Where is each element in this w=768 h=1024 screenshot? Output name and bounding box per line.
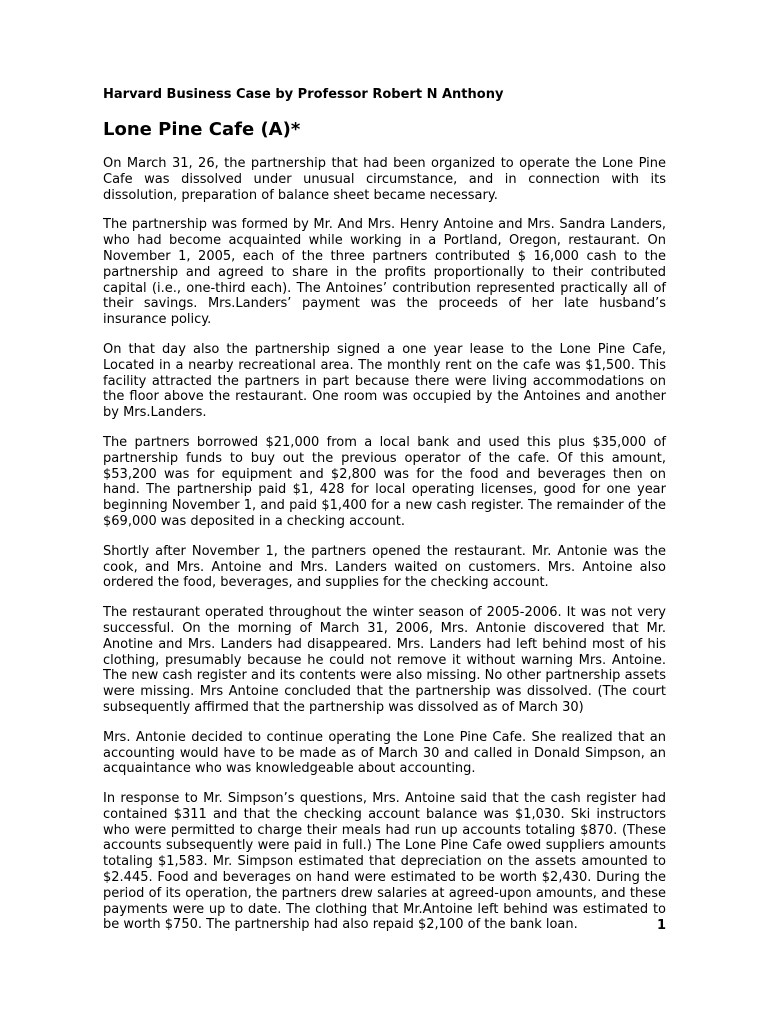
paragraph-formation: The partnership was formed by Mr. And Mrs. Henry Antoine and Mrs. Sandra Landers, who had become acquainted while working in a Portland, Oregon, restaurant. On November 1, 2005, each of the three partners contributed $ 16,000 cash to the partnership and agreed to share in the profits proportionally to their contributed capital (i.e., one-third each). The Antoines’ contribution represented practically all of their savings. Mrs.Landers’ payment was the proceeds of her late husband’s insurance policy. bbox=[103, 217, 666, 328]
paragraph-lease: On that day also the partnership signed a one year lease to the Lone Pine Cafe, Located in a nearby recreational area. The monthly rent on the cafe was $1,500. This facility attracted the partners in part because there were living accommodations on the floor above the restaurant. One room was occupied by the Antoines and another by Mrs.Landers. bbox=[103, 341, 666, 421]
paragraph-accounting-facts: In response to Mr. Simpson’s questions, Mrs. Antoine said that the cash register had contained $311 and that the checking account balance was $1,030. Ski instructors who were permitted to charge their meals had run up accounts totaling $870. (These accounts subsequently were paid in full.) The Lone Pine Cafe owed suppliers amounts totaling $1,583. Mr. Simpson estimated that depreciation on the assets amounted to $2.445. Food and beverages on hand were estimated to be worth $2,430. During the period of its operation, the partners drew salaries at agreed-upon amounts, and these payments were up to date. The clothing that Mr.Antoine left behind was estimated to be worth $750. The partnership had also repaid $2,100 of the bank loan. bbox=[103, 791, 666, 933]
paragraph-continuation: Mrs. Antonie decided to continue operating the Lone Pine Cafe. She realized that an accounting would have to be made as of March 30 and called in Donald Simpson, an acquaintance who was knowledgeable about accounting. bbox=[103, 729, 666, 777]
author-line: Harvard Business Case by Professor Robert N Anthony bbox=[103, 87, 504, 102]
page-number: 1 bbox=[656, 918, 666, 933]
paragraph-dissolution: On March 31, 26, the partnership that had been organized to operate the Lone Pine Cafe was dissolved under unusual circumstance, and in connection with its dissolution, preparation of balance sheet became necessary. bbox=[103, 156, 666, 203]
paragraph-opening: Shortly after November 1, the partners opened the restaurant. Mr. Antonie was the cook, and Mrs. Antoine and Mrs. Landers waited on customers. Mrs. Antoine also ordered the food, beverages, and supplies for the checking account. bbox=[103, 543, 666, 591]
document-title: Lone Pine Cafe (A)* bbox=[103, 119, 301, 140]
body-text bbox=[103, 156, 666, 933]
paragraph-disappearance: The restaurant operated throughout the winter season of 2005-2006. It was not very successful. On the morning of March 31, 2006, Mrs. Antonie discovered that Mr. Anotine and Mrs. Landers had disappeared. Mrs. Landers had left behind most of his clothing, presumably because he could not remove it without warning Mrs. Antoine. The new cash register and its contents were also missing. No other partnership assets were missing. Mrs Antoine concluded that the partnership was dissolved. (The court subsequently affirmed that the partnership was dissolved as of March 30) bbox=[103, 605, 666, 715]
paragraph-loan: The partners borrowed $21,000 from a local bank and used this plus $35,000 of partnership funds to buy out the previous operator of the cafe. Of this amount, $53,200 was for equipment and $2,800 was for the food and beverages then on hand. The partnership paid $1, 428 for local operating licenses, good for one year beginning November 1, and paid $1,400 for a new cash register. The remainder of the $69,000 was deposited in a checking account. bbox=[103, 434, 666, 529]
